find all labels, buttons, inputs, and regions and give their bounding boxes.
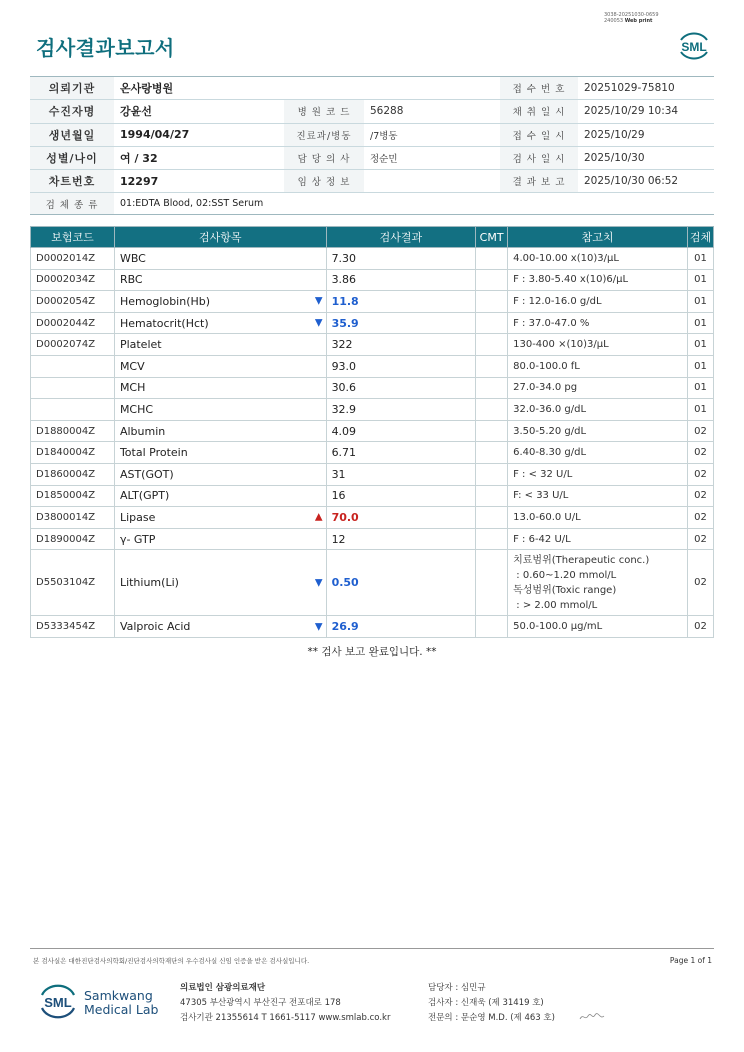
receipt-date-label: 접 수 일 시 bbox=[500, 123, 578, 146]
brand-name bbox=[84, 989, 158, 1017]
result-specimen: 01 bbox=[687, 355, 713, 377]
result-row bbox=[31, 399, 714, 421]
result-code: D1850004Z bbox=[31, 485, 115, 507]
staff-info bbox=[428, 981, 555, 1026]
clinical-info-label: 임 상 정 보 bbox=[284, 170, 364, 193]
result-ref: F : 3.80-5.40 x(10)6/μL bbox=[508, 269, 688, 291]
report-value: 2025/10/30 06:52 bbox=[578, 170, 714, 193]
result-specimen: 02 bbox=[687, 420, 713, 442]
result-value: 35.9 bbox=[326, 312, 476, 334]
result-row bbox=[31, 420, 714, 442]
result-code bbox=[31, 355, 115, 377]
result-row bbox=[31, 269, 714, 291]
result-row bbox=[31, 507, 714, 529]
result-item-name: Lithium(Li) bbox=[119, 576, 179, 590]
sex-age-value: 여 / 32 bbox=[114, 146, 284, 169]
results-body bbox=[31, 248, 714, 638]
result-row bbox=[31, 312, 714, 334]
result-item bbox=[114, 550, 326, 616]
result-specimen: 01 bbox=[687, 269, 713, 291]
result-ref-line: : > 2.00 mmol/L bbox=[513, 599, 598, 611]
print-code-id: 240053 bbox=[604, 18, 624, 24]
result-code bbox=[31, 377, 115, 399]
result-item bbox=[114, 507, 326, 529]
result-item bbox=[114, 291, 326, 313]
result-row bbox=[31, 334, 714, 356]
result-code: D0002054Z bbox=[31, 291, 115, 313]
result-code: D5333454Z bbox=[31, 616, 115, 638]
samkwang-logo-icon bbox=[37, 980, 79, 1020]
result-specimen: 01 bbox=[687, 248, 713, 270]
patient-info-table bbox=[30, 76, 714, 215]
result-value: 3.86 bbox=[326, 269, 476, 291]
result-value: 16 bbox=[326, 485, 476, 507]
org-contact: 검사기관 21355614 T 1661-5117 www.smlab.co.kr bbox=[180, 1013, 391, 1023]
result-item bbox=[114, 420, 326, 442]
result-row bbox=[31, 485, 714, 507]
result-specimen: 02 bbox=[687, 485, 713, 507]
result-specimen: 02 bbox=[687, 442, 713, 464]
birth-label: 생년월일 bbox=[30, 123, 114, 146]
receipt-no-label: 접 수 번 호 bbox=[500, 77, 578, 100]
result-value: 30.6 bbox=[326, 377, 476, 399]
result-cmt bbox=[476, 485, 508, 507]
hospital-label: 의뢰기관 bbox=[30, 77, 114, 100]
result-value: 70.0 bbox=[326, 507, 476, 529]
result-specimen: 01 bbox=[687, 399, 713, 421]
result-item bbox=[114, 528, 326, 550]
result-row bbox=[31, 463, 714, 485]
result-value: 7.30 bbox=[326, 248, 476, 270]
brand-line1: Samkwang bbox=[84, 988, 153, 1003]
result-ref: F : < 32 U/L bbox=[508, 463, 688, 485]
result-item bbox=[114, 334, 326, 356]
result-row bbox=[31, 377, 714, 399]
result-ref: 50.0-100.0 μg/mL bbox=[508, 616, 688, 638]
result-code: D0002074Z bbox=[31, 334, 115, 356]
col-header-code: 보험코드 bbox=[31, 227, 115, 248]
result-value: 32.9 bbox=[326, 399, 476, 421]
result-code: D1860004Z bbox=[31, 463, 115, 485]
result-item-name: MCHC bbox=[119, 402, 154, 416]
result-value: 4.09 bbox=[326, 420, 476, 442]
test-date-label: 검 사 일 시 bbox=[500, 146, 578, 169]
result-item bbox=[114, 442, 326, 464]
result-code: D3800014Z bbox=[31, 507, 115, 529]
hospital-code-value: 56288 bbox=[364, 100, 500, 123]
dept-value: /7병동 bbox=[364, 123, 500, 146]
result-ref: 4.00-10.00 x(10)3/μL bbox=[508, 248, 688, 270]
staff-specialist: 전문의 : 문순영 M.D. (제 463 호) bbox=[428, 1013, 555, 1023]
print-code bbox=[604, 12, 659, 24]
result-ref: 27.0-34.0 pg bbox=[508, 377, 688, 399]
result-specimen: 01 bbox=[687, 291, 713, 313]
report-label: 결 과 보 고 bbox=[500, 170, 578, 193]
result-item-name: Albumin bbox=[119, 424, 166, 438]
specimen-label: 검 체 종 류 bbox=[30, 193, 114, 215]
sml-logo-text: SML bbox=[681, 40, 707, 54]
result-row bbox=[31, 248, 714, 270]
result-row bbox=[31, 616, 714, 638]
result-item bbox=[114, 248, 326, 270]
result-ref bbox=[508, 550, 688, 616]
doctor-value: 정순민 bbox=[364, 146, 500, 169]
result-specimen: 02 bbox=[687, 616, 713, 638]
result-ref: 80.0-100.0 fL bbox=[508, 355, 688, 377]
result-code: D1880004Z bbox=[31, 420, 115, 442]
hospital-value: 온사랑병원 bbox=[114, 77, 284, 100]
company-info bbox=[180, 981, 390, 1026]
result-code: D1840004Z bbox=[31, 442, 115, 464]
accreditation-note: 본 검사실은 대한진단검사의학회/진단검사의학재단의 우수검사실 신임 인증을 받은 검사실입니다. bbox=[33, 957, 310, 965]
org-address: 47305 부산광역시 부산진구 전포대로 178 bbox=[180, 998, 341, 1008]
page-number: Page 1 of 1 bbox=[669, 956, 712, 965]
result-item-name: RBC bbox=[119, 273, 143, 287]
result-cmt bbox=[476, 334, 508, 356]
result-item-name: Hematocrit(Hct) bbox=[119, 316, 209, 330]
result-cmt bbox=[476, 442, 508, 464]
col-header-spec: 검체 bbox=[687, 227, 713, 248]
col-header-item: 검사항목 bbox=[114, 227, 326, 248]
org-name: 의료법인 삼광의료재단 bbox=[180, 983, 266, 993]
result-item-name: γ- GTP bbox=[119, 532, 156, 546]
result-item-name: ALT(GPT) bbox=[119, 489, 170, 503]
print-code-line1: 3038-20251030-0659 bbox=[604, 12, 659, 18]
birth-value: 1994/04/27 bbox=[114, 123, 284, 146]
result-item bbox=[114, 377, 326, 399]
sex-age-label: 성별/나이 bbox=[30, 146, 114, 169]
result-code: D0002044Z bbox=[31, 312, 115, 334]
result-row bbox=[31, 550, 714, 616]
result-ref: F : 6-42 U/L bbox=[508, 528, 688, 550]
result-item bbox=[114, 399, 326, 421]
result-item-name: MCV bbox=[119, 359, 145, 373]
result-ref-line: 독성범위(Toxic range) bbox=[513, 584, 617, 596]
result-item-name: Platelet bbox=[119, 338, 162, 352]
result-cmt bbox=[476, 377, 508, 399]
result-cmt bbox=[476, 355, 508, 377]
result-value: 6.71 bbox=[326, 442, 476, 464]
low-flag-icon: ▼ bbox=[314, 295, 323, 307]
clinical-info-value bbox=[364, 170, 500, 193]
result-specimen: 01 bbox=[687, 377, 713, 399]
result-value: 31 bbox=[326, 463, 476, 485]
result-value: 0.50 bbox=[326, 550, 476, 616]
result-item-name: MCH bbox=[119, 381, 146, 395]
result-value: 322 bbox=[326, 334, 476, 356]
result-ref-line: 치료범위(Therapeutic conc.) bbox=[513, 554, 650, 566]
result-item bbox=[114, 485, 326, 507]
result-ref: F : 37.0-47.0 % bbox=[508, 312, 688, 334]
sml-logo-icon bbox=[675, 26, 713, 62]
page-title: 검사결과보고서 bbox=[36, 36, 175, 60]
result-item bbox=[114, 312, 326, 334]
result-code: D5503104Z bbox=[31, 550, 115, 616]
result-specimen: 02 bbox=[687, 463, 713, 485]
report-complete-text: ** 검사 보고 완료입니다. ** bbox=[307, 646, 437, 658]
result-ref: 130-400 ×(10)3/μL bbox=[508, 334, 688, 356]
chart-no-label: 차트번호 bbox=[30, 170, 114, 193]
col-header-result: 검사결과 bbox=[326, 227, 476, 248]
result-item-name: WBC bbox=[119, 251, 146, 265]
specimen-value: 01:EDTA Blood, 02:SST Serum bbox=[114, 193, 714, 215]
result-ref: F: < 33 U/L bbox=[508, 485, 688, 507]
receipt-date-value: 2025/10/29 bbox=[578, 123, 714, 146]
result-row bbox=[31, 355, 714, 377]
footer-divider bbox=[30, 948, 714, 949]
high-flag-icon: ▲ bbox=[314, 511, 323, 523]
result-cmt bbox=[476, 291, 508, 313]
result-row bbox=[31, 528, 714, 550]
result-item bbox=[114, 463, 326, 485]
chart-no-value: 12297 bbox=[114, 170, 284, 193]
result-row bbox=[31, 442, 714, 464]
collect-label: 채 취 일 시 bbox=[500, 100, 578, 123]
result-item bbox=[114, 269, 326, 291]
result-specimen: 02 bbox=[687, 528, 713, 550]
result-code: D0002014Z bbox=[31, 248, 115, 270]
result-specimen: 02 bbox=[687, 550, 713, 616]
result-value: 26.9 bbox=[326, 616, 476, 638]
patient-name-label: 수진자명 bbox=[30, 100, 114, 123]
test-date-value: 2025/10/30 bbox=[578, 146, 714, 169]
result-cmt bbox=[476, 507, 508, 529]
result-cmt bbox=[476, 399, 508, 421]
result-ref-line: : 0.60~1.20 mmol/L bbox=[513, 569, 617, 581]
result-ref: F : 12.0-16.0 g/dL bbox=[508, 291, 688, 313]
result-specimen: 01 bbox=[687, 334, 713, 356]
result-cmt bbox=[476, 463, 508, 485]
result-code: D1890004Z bbox=[31, 528, 115, 550]
doctor-label: 담 당 의 사 bbox=[284, 146, 364, 169]
result-cmt bbox=[476, 420, 508, 442]
result-specimen: 02 bbox=[687, 507, 713, 529]
brand-line2: Medical Lab bbox=[84, 1002, 159, 1017]
result-cmt bbox=[476, 248, 508, 270]
samkwang-logo-text: SML bbox=[44, 995, 72, 1010]
result-item bbox=[114, 355, 326, 377]
patient-name-value: 강윤선 bbox=[114, 100, 284, 123]
col-header-ref: 참고치 bbox=[508, 227, 688, 248]
receipt-no-value: 20251029-75810 bbox=[578, 77, 714, 100]
result-ref: 3.50-5.20 g/dL bbox=[508, 420, 688, 442]
result-code: D0002034Z bbox=[31, 269, 115, 291]
result-ref: 6.40-8.30 g/dL bbox=[508, 442, 688, 464]
result-item-name: Lipase bbox=[119, 510, 156, 524]
result-cmt bbox=[476, 550, 508, 616]
print-code-label: Web print bbox=[624, 18, 653, 24]
result-ref: 13.0-60.0 U/L bbox=[508, 507, 688, 529]
result-value: 11.8 bbox=[326, 291, 476, 313]
result-row bbox=[31, 291, 714, 313]
result-cmt bbox=[476, 528, 508, 550]
hospital-code-label: 병 원 코 드 bbox=[284, 100, 364, 123]
result-cmt bbox=[476, 616, 508, 638]
low-flag-icon: ▼ bbox=[314, 577, 323, 589]
dept-label: 진료과/병동 bbox=[284, 123, 364, 146]
signature-icon bbox=[578, 1011, 606, 1023]
result-item-name: Total Protein bbox=[119, 446, 188, 460]
result-value: 93.0 bbox=[326, 355, 476, 377]
results-table bbox=[30, 226, 714, 638]
low-flag-icon: ▼ bbox=[314, 317, 323, 329]
result-cmt bbox=[476, 269, 508, 291]
result-code bbox=[31, 399, 115, 421]
result-value: 12 bbox=[326, 528, 476, 550]
low-flag-icon: ▼ bbox=[314, 621, 323, 633]
result-item-name: Hemoglobin(Hb) bbox=[119, 294, 211, 308]
collect-value: 2025/10/29 10:34 bbox=[578, 100, 714, 123]
result-specimen: 01 bbox=[687, 312, 713, 334]
result-item-name: Valproic Acid bbox=[119, 620, 191, 634]
col-header-cmt: CMT bbox=[476, 227, 508, 248]
result-cmt bbox=[476, 312, 508, 334]
staff-manager: 담당자 : 심민규 bbox=[428, 983, 486, 993]
result-ref: 32.0-36.0 g/dL bbox=[508, 399, 688, 421]
result-item bbox=[114, 616, 326, 638]
result-item-name: AST(GOT) bbox=[119, 467, 174, 481]
staff-tester: 검사자 : 신재욱 (제 31419 호) bbox=[428, 998, 544, 1008]
